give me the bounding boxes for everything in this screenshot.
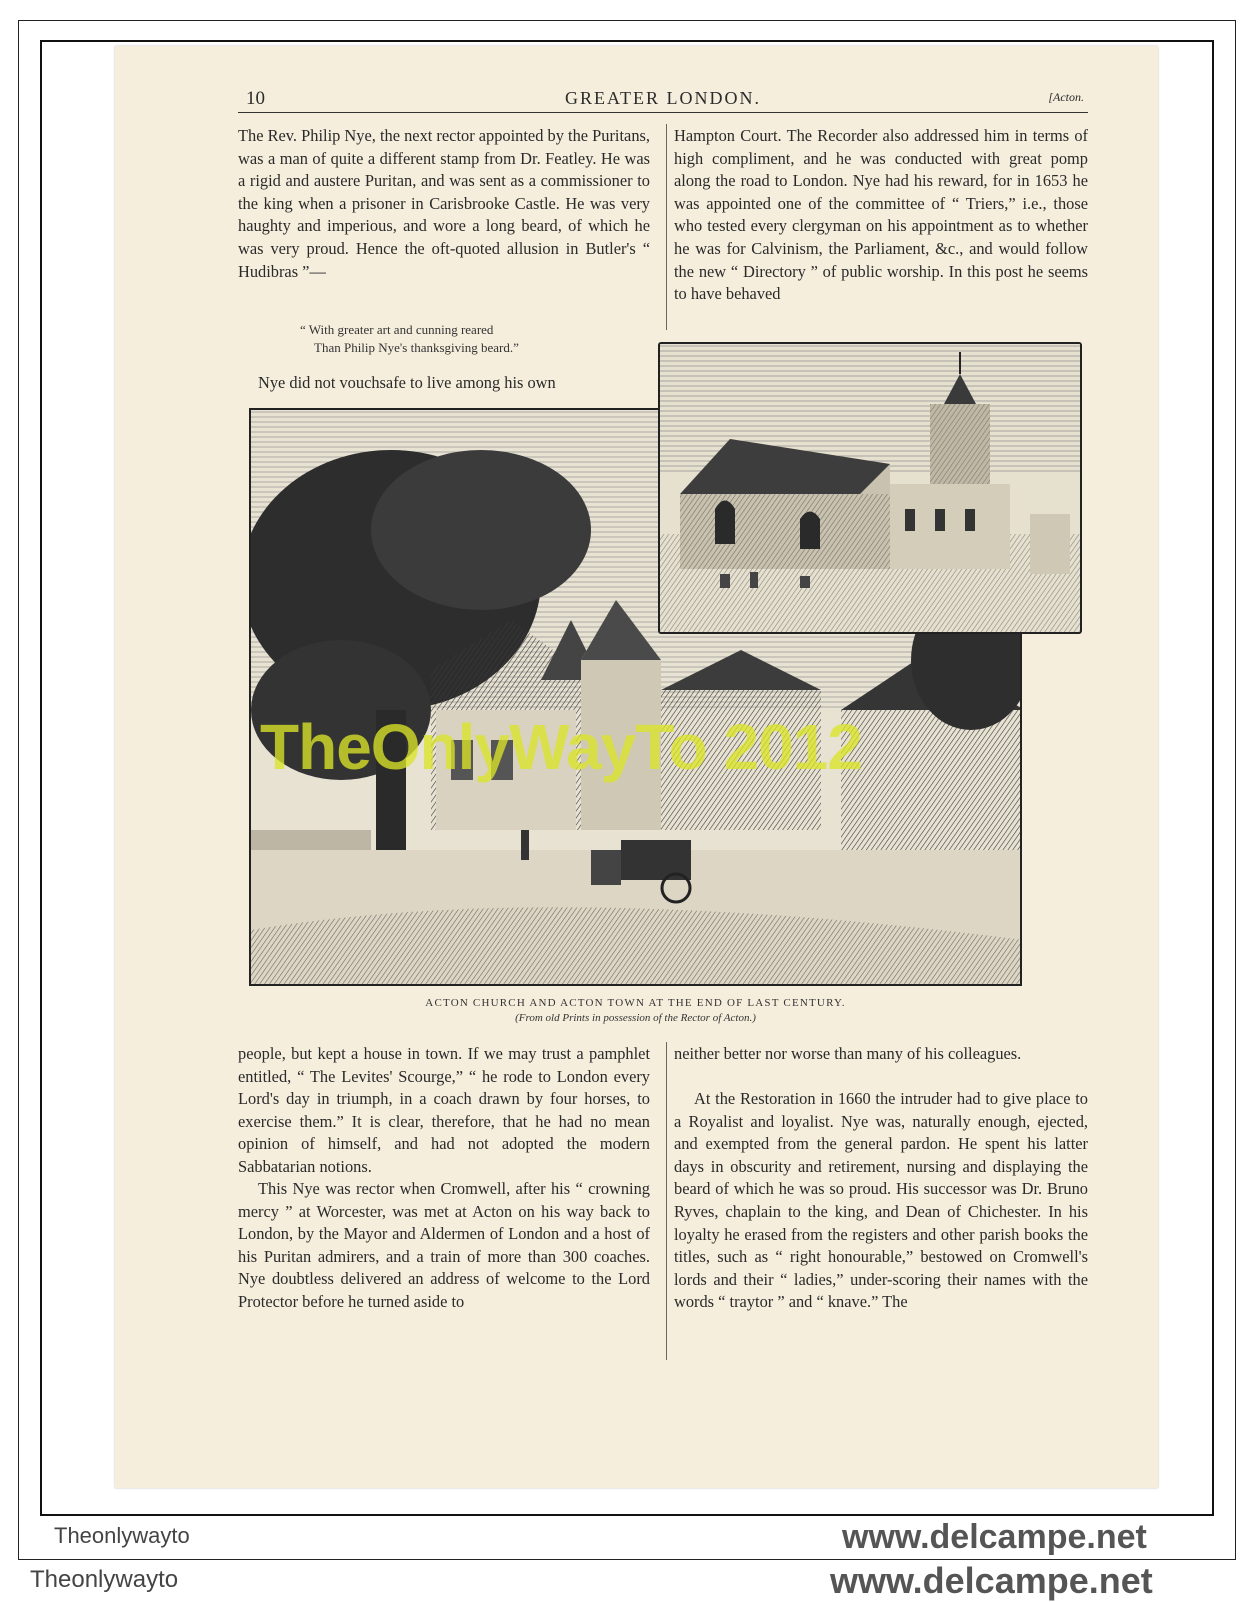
page-number: 10: [246, 88, 265, 109]
text-paragraph: Nye did not vouchsafe to live among his own: [258, 373, 556, 392]
watermark: TheOnlyWayTo 2012: [260, 711, 862, 783]
text-paragraph: At the Restoration in 1660 the intruder had to give place to a Royalist and loyalist. Nye was, naturally enough, ejected, and exempted from the general pardon. He spent his latter days in obscurity and retirement, nursing and displaying the beard of which he was so proud. His successor was Dr. Bruno Ryves, chaplain to the king, and Dean of Chichester. In his loyalty he erased from the registers and other parish books the titles, such as “ right honourable,” bestowed on Cromwell's lords and their “ ladies,” under-scoring their names with the words “ traytor ” and “ knave.” The: [674, 1089, 1088, 1312]
text-paragraph: Hampton Court. The Recorder also addressed him in terms of high compliment, and he was conducted with great pomp along the road to London. Nye had his reward, for in 1653 he was appointed one of the committee of “ Triers,” i.e., those who tested every clergyman on his appointment as to whether he was for Calvinism, the Parliament, &c., and would follow the new “ Directory ” of public worship. In this post he seems to have behaved: [674, 126, 1088, 304]
page-title: GREATER LONDON.: [565, 88, 761, 108]
column-rule-bottom: [666, 1042, 667, 1360]
verse-quote: [300, 321, 519, 357]
illustration-caption: ACTON CHURCH AND ACTON TOWN AT THE END OF LAST CENTURY.: [425, 997, 846, 1009]
site-watermark: www.delcampe.net: [842, 1518, 1147, 1556]
engraving-drawing: [660, 344, 1082, 634]
text-paragraph: This Nye was rector when Cromwell, after his “ crowning mercy ” at Worcester, was met at Acton on his way back to London, by the Mayor and Aldermen of London and a host of his Puritan admirers, and a train of more than 300 coaches. Nye doubtless delivered an address of welcome to the Lord Protector before he turned aside to: [238, 1179, 650, 1311]
verse-line: “ With greater art and cunning reared: [300, 322, 494, 337]
verse-line: Than Philip Nye's thanksgiving beard.”: [314, 340, 519, 355]
header-rule: [238, 112, 1088, 113]
column-rule-top: [666, 124, 667, 330]
seller-name: Theonlywayto: [30, 1566, 179, 1593]
text-paragraph: people, but kept a house in town. If we may trust a pamphlet entitled, “ The Levites' Scourge,” “ he rode to London every Lord's day in triumph, in a coach drawn by four horses, to exercise them.” It is clear, therefore, that he had no mean opinion of himself, and had not adopted the modern Sabbatarian notions.: [238, 1044, 650, 1176]
running-head: [238, 88, 1088, 112]
section-marker: [Acton.: [1048, 90, 1084, 104]
illustration-subcaption: (From old Prints in possession of the Rector of Acton.): [515, 1012, 756, 1024]
text-paragraph: neither better nor worse than many of his colleagues.: [674, 1044, 1022, 1063]
text-paragraph: The Rev. Philip Nye, the next rector appointed by the Puritans, was a man of quite a different stamp from Dr. Featley. He was a rigid and austere Puritan, and was sent as a commissioner to the king when a prisoner in Carisbrooke Castle. He was very haughty and imperious, and wore a long beard, of which he was very proud. Hence the oft-quoted allusion in Butler's “ Hudibras ”—: [238, 126, 650, 281]
acton-church-engraving: [658, 342, 1082, 634]
seller-name: Theonlywayto: [54, 1523, 190, 1548]
site-watermark: www.delcampe.net: [830, 1560, 1153, 1601]
